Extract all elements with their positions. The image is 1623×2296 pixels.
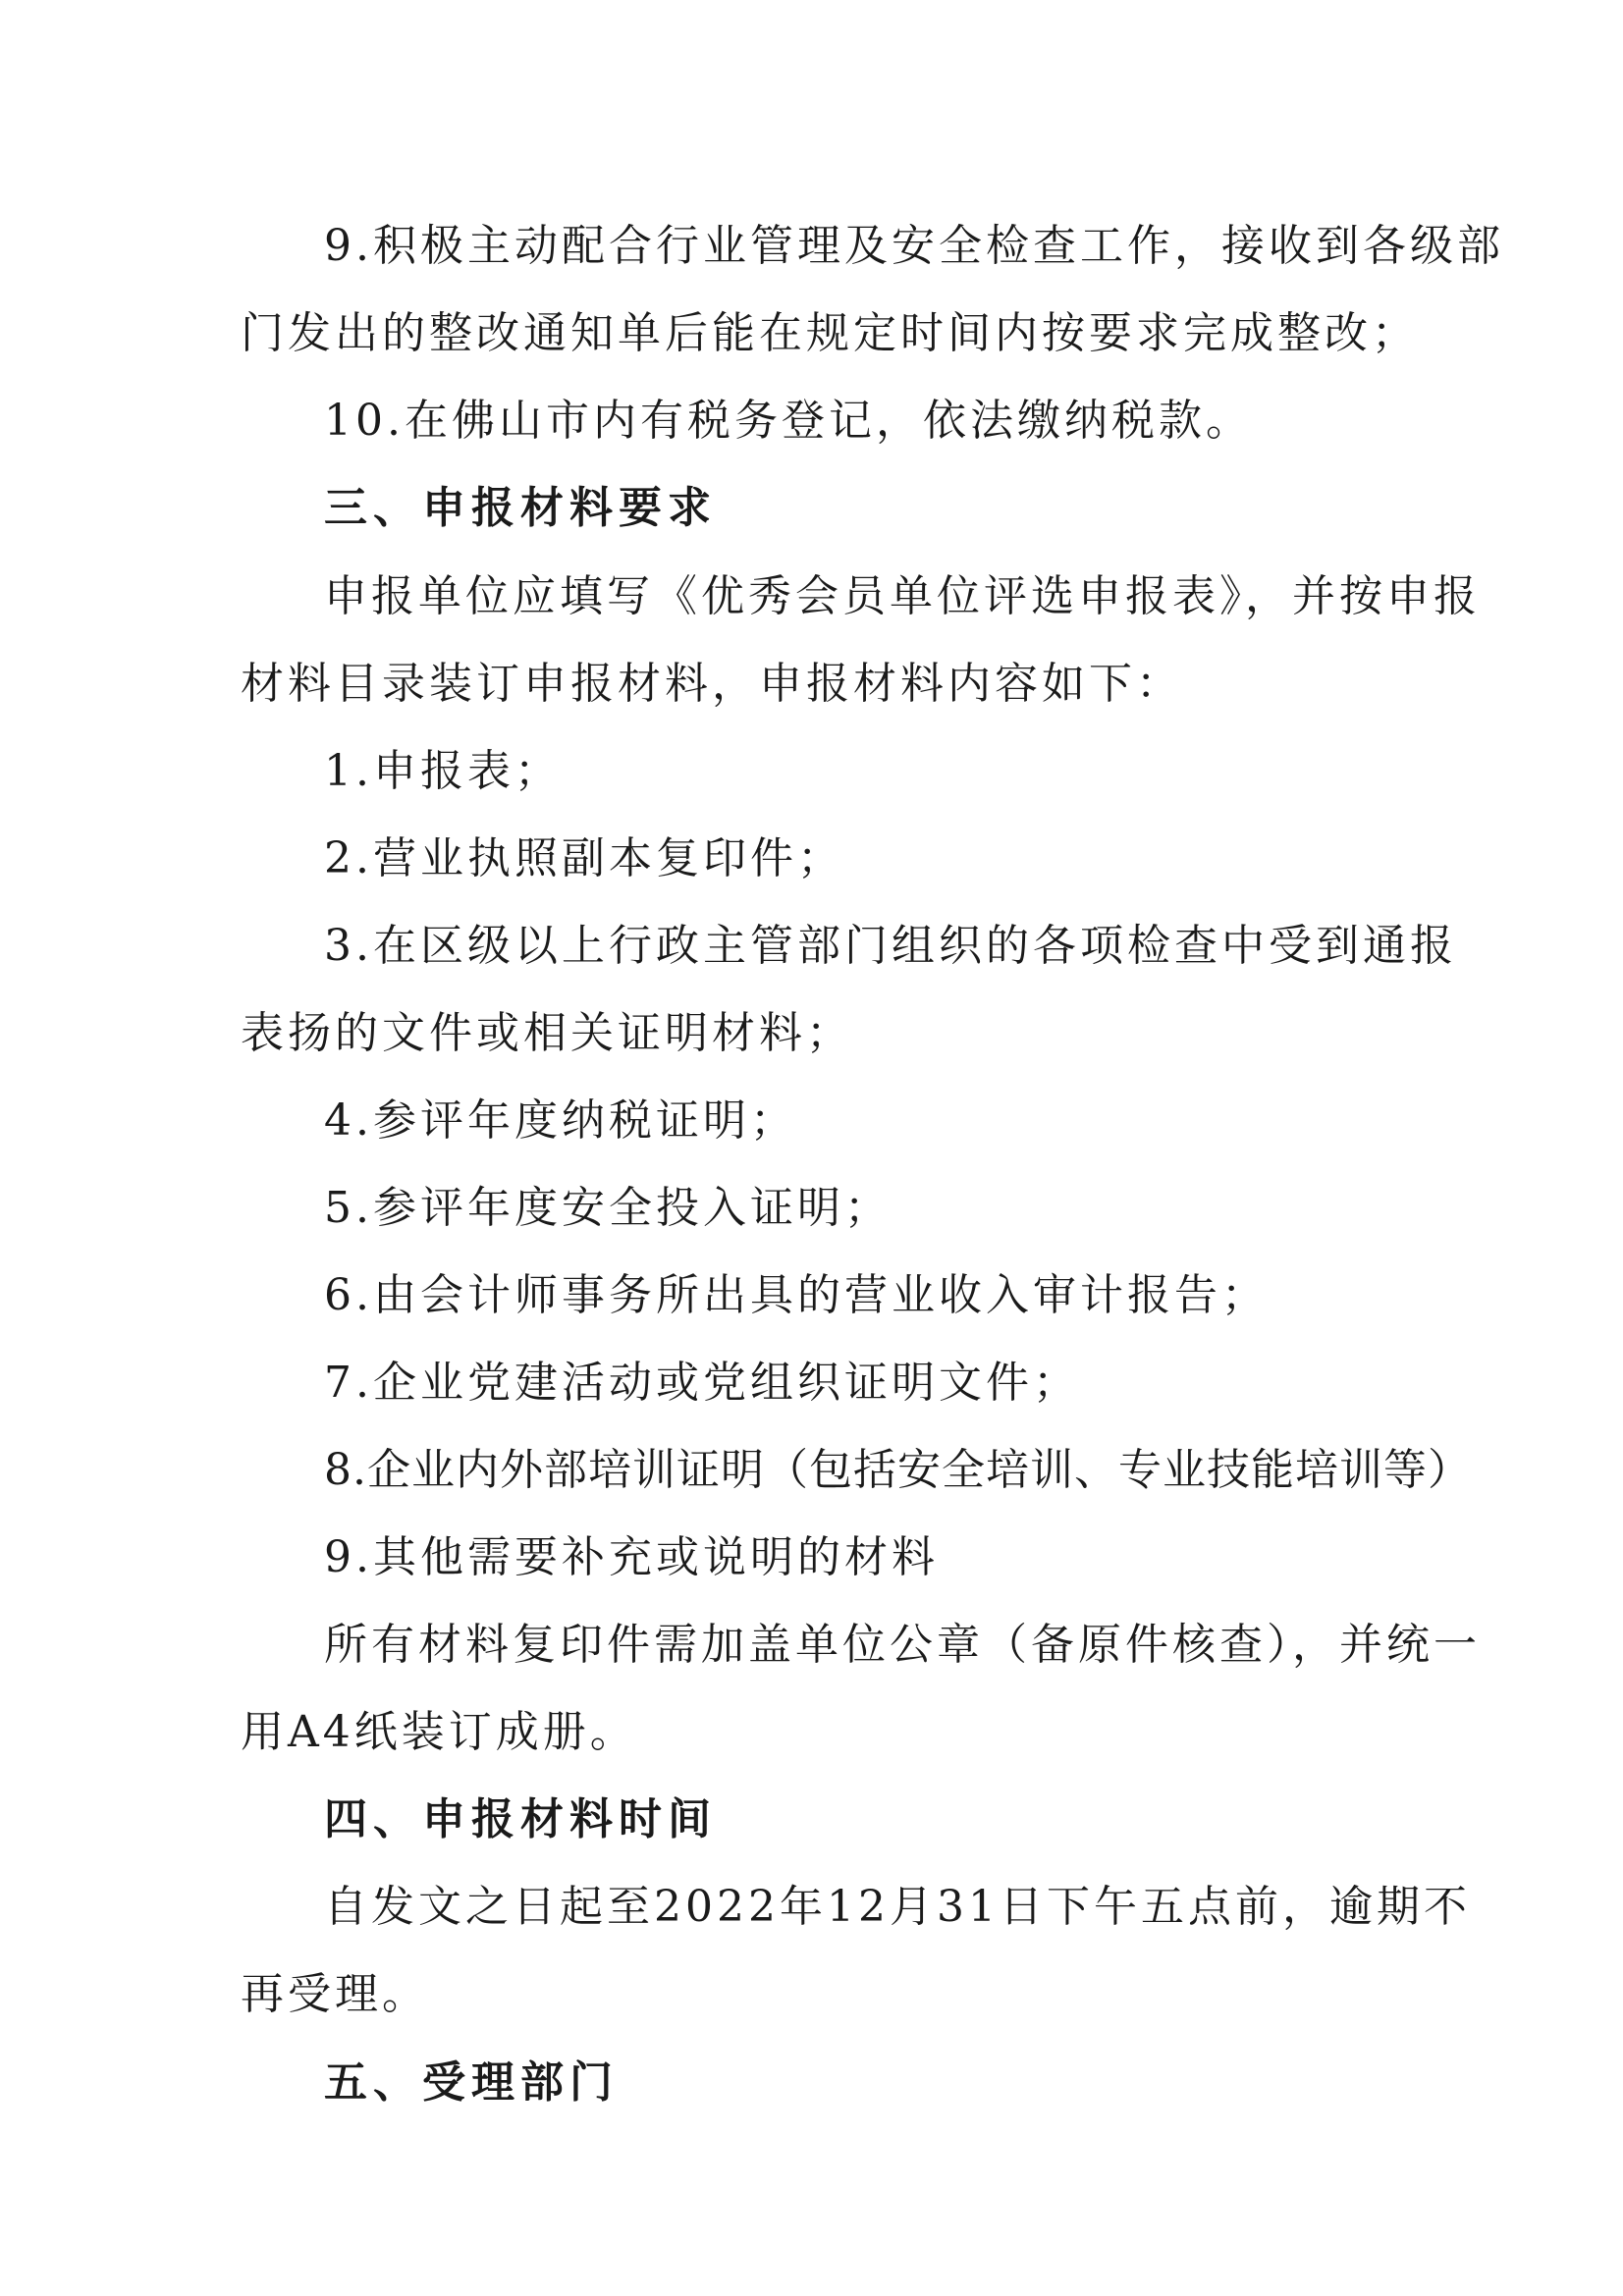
list-item: 7.企业党建活动或党组织证明文件； bbox=[324, 1358, 1080, 1408]
paragraph-line: 10.在佛山市内有税务登记，依法缴纳税款。 bbox=[324, 396, 1253, 446]
paragraph-line: 自发文之日起至2022年12月31日下午五点前，逾期不 bbox=[324, 1882, 1471, 1932]
list-item: 8.企业内外部培训证明（包括安全培训、专业技能培训等） bbox=[324, 1445, 1472, 1495]
list-item: 4.参评年度纳税证明； bbox=[324, 1095, 797, 1146]
section-heading: 四、申报材料时间 bbox=[324, 1794, 717, 1844]
list-item: 9.其他需要补充或说明的材料 bbox=[324, 1532, 939, 1582]
list-item: 5.参评年度安全投入证明； bbox=[324, 1183, 892, 1233]
list-item: 6.由会计师事务所出具的营业收入审计报告； bbox=[324, 1270, 1269, 1320]
paragraph-line: 申报单位应填写《优秀会员单位评选申报表》，并按申报 bbox=[324, 571, 1481, 621]
section-heading: 五、受理部门 bbox=[324, 2057, 619, 2108]
paragraph-line: 再受理。 bbox=[241, 1969, 429, 2019]
list-item-continuation: 表扬的文件或相关证明材料； bbox=[241, 1008, 853, 1058]
paragraph-line: 9.积极主动配合行业管理及安全检查工作，接收到各级部 bbox=[324, 221, 1504, 271]
list-item: 1.申报表； bbox=[324, 746, 562, 796]
list-item: 2.营业执照副本复印件； bbox=[324, 833, 844, 883]
list-item: 3.在区级以上行政主管部门组织的各项检查中受到通报 bbox=[324, 921, 1457, 971]
paragraph-line: 材料目录装订申报材料，申报材料内容如下： bbox=[241, 659, 1183, 709]
paragraph-line: 用A4纸装订成册。 bbox=[241, 1707, 637, 1757]
paragraph-line: 门发出的整改通知单后能在规定时间内按要求完成整改； bbox=[241, 308, 1419, 358]
section-heading: 三、申报材料要求 bbox=[324, 483, 717, 533]
paragraph-line: 所有材料复印件需加盖单位公章（备原件核查），并统一 bbox=[324, 1620, 1481, 1670]
